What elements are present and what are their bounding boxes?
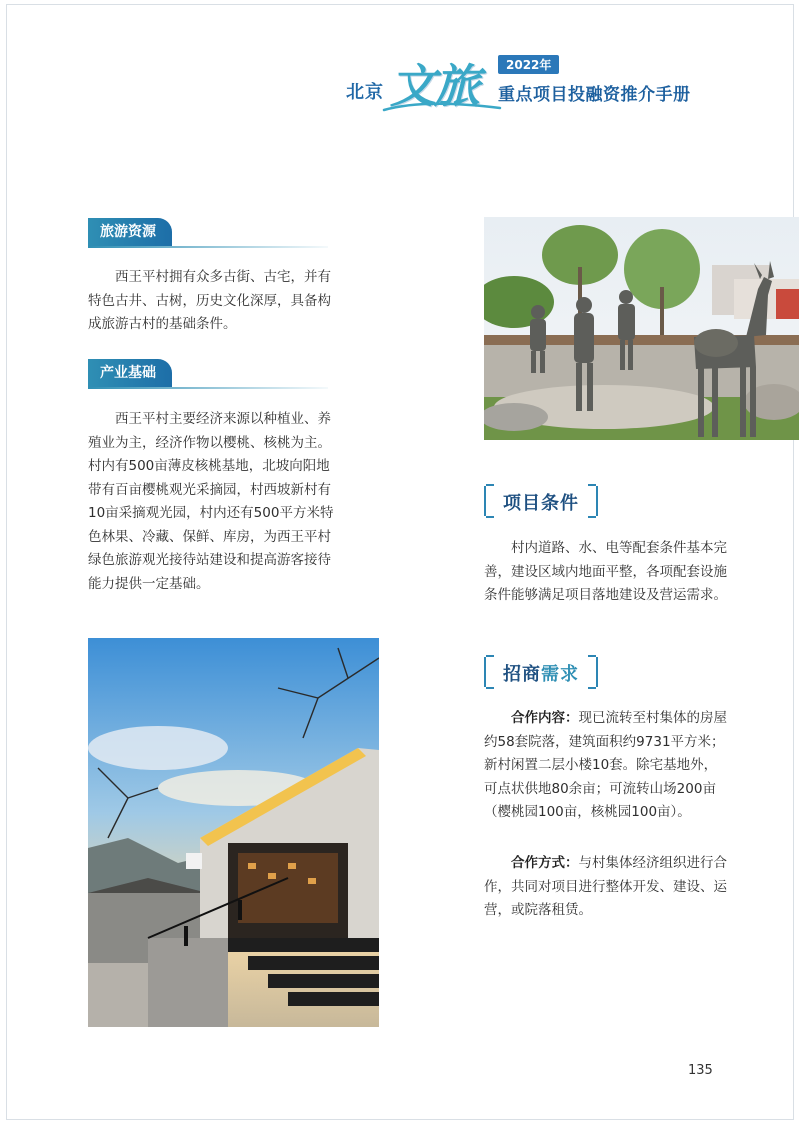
- header-year-badge: 2022年: [498, 55, 559, 74]
- header-city: 北京: [346, 82, 384, 103]
- heading-investment-demand-text: [486, 660, 596, 686]
- section-tag-rule: [88, 387, 328, 389]
- investment-content-paragraph: [484, 707, 728, 825]
- photo-village-statues: [484, 217, 799, 440]
- investment-content-label: 合作内容：: [511, 710, 579, 726]
- investment-mode-text: 与村集体经济组织进行合作，共同对项目进行整体开发、建设、运营，或院落租赁。: [484, 855, 727, 918]
- heading-investment-accent: 需求: [541, 664, 579, 685]
- heading-investment-demand: [484, 657, 598, 687]
- brochure-header: [330, 40, 750, 120]
- header-swash-decoration: [382, 100, 502, 114]
- heading-project-conditions-text: 项目条件: [503, 493, 579, 514]
- section-tag-tourism: [88, 218, 328, 246]
- industry-paragraph: 西王平村主要经济来源以种植业、养殖业为主，经济作物以樱桃、核桃为主。村内有500亩薄皮核桃基地，北坡向阳地带有百亩樱桃观光采摘园，村西坡新村有10亩采摘观光园，村内还有500平方米特色林果、冷藏、保鲜、库房，为西王平村绿色旅游观光接待站建设和提高游客接待能力提供一定基础。: [88, 411, 334, 592]
- section-tag-industry-label: 产业基础: [88, 359, 172, 387]
- section-tag-rule: [88, 246, 328, 248]
- conditions-paragraph: 村内道路、水、电等配套条件基本完善，建设区域内地面平整，各项配套设施条件能够满足项目落地建设及营运需求。: [484, 540, 727, 603]
- page-number: 135: [688, 1063, 713, 1078]
- section-tag-tourism-label: 旅游资源: [88, 218, 172, 246]
- photo-village-guesthouse: [88, 638, 379, 1027]
- header-wenlv-logo: 文旅: [390, 59, 478, 113]
- heading-investment-main: 招商: [503, 664, 541, 685]
- tourism-paragraph: 西王平村拥有众多古街、古宅，并有特色古井、古树，历史文化深厚，具备构成旅游古村的基础条件。: [88, 269, 331, 332]
- investment-mode-label: 合作方式：: [511, 855, 579, 871]
- investment-content-text: 现已流转至村集体的房屋约58套院落，建筑面积约9731平方米；新村闲置二层小楼10套。除宅基地外，可点状供地80余亩；可流转山场200亩（樱桃园100亩，核桃园100亩）。: [484, 710, 727, 820]
- investment-mode-paragraph: [484, 852, 728, 923]
- header-subtitle: 重点项目投融资推介手册: [498, 85, 691, 105]
- heading-project-conditions: [484, 486, 598, 516]
- section-tag-industry: [88, 359, 328, 387]
